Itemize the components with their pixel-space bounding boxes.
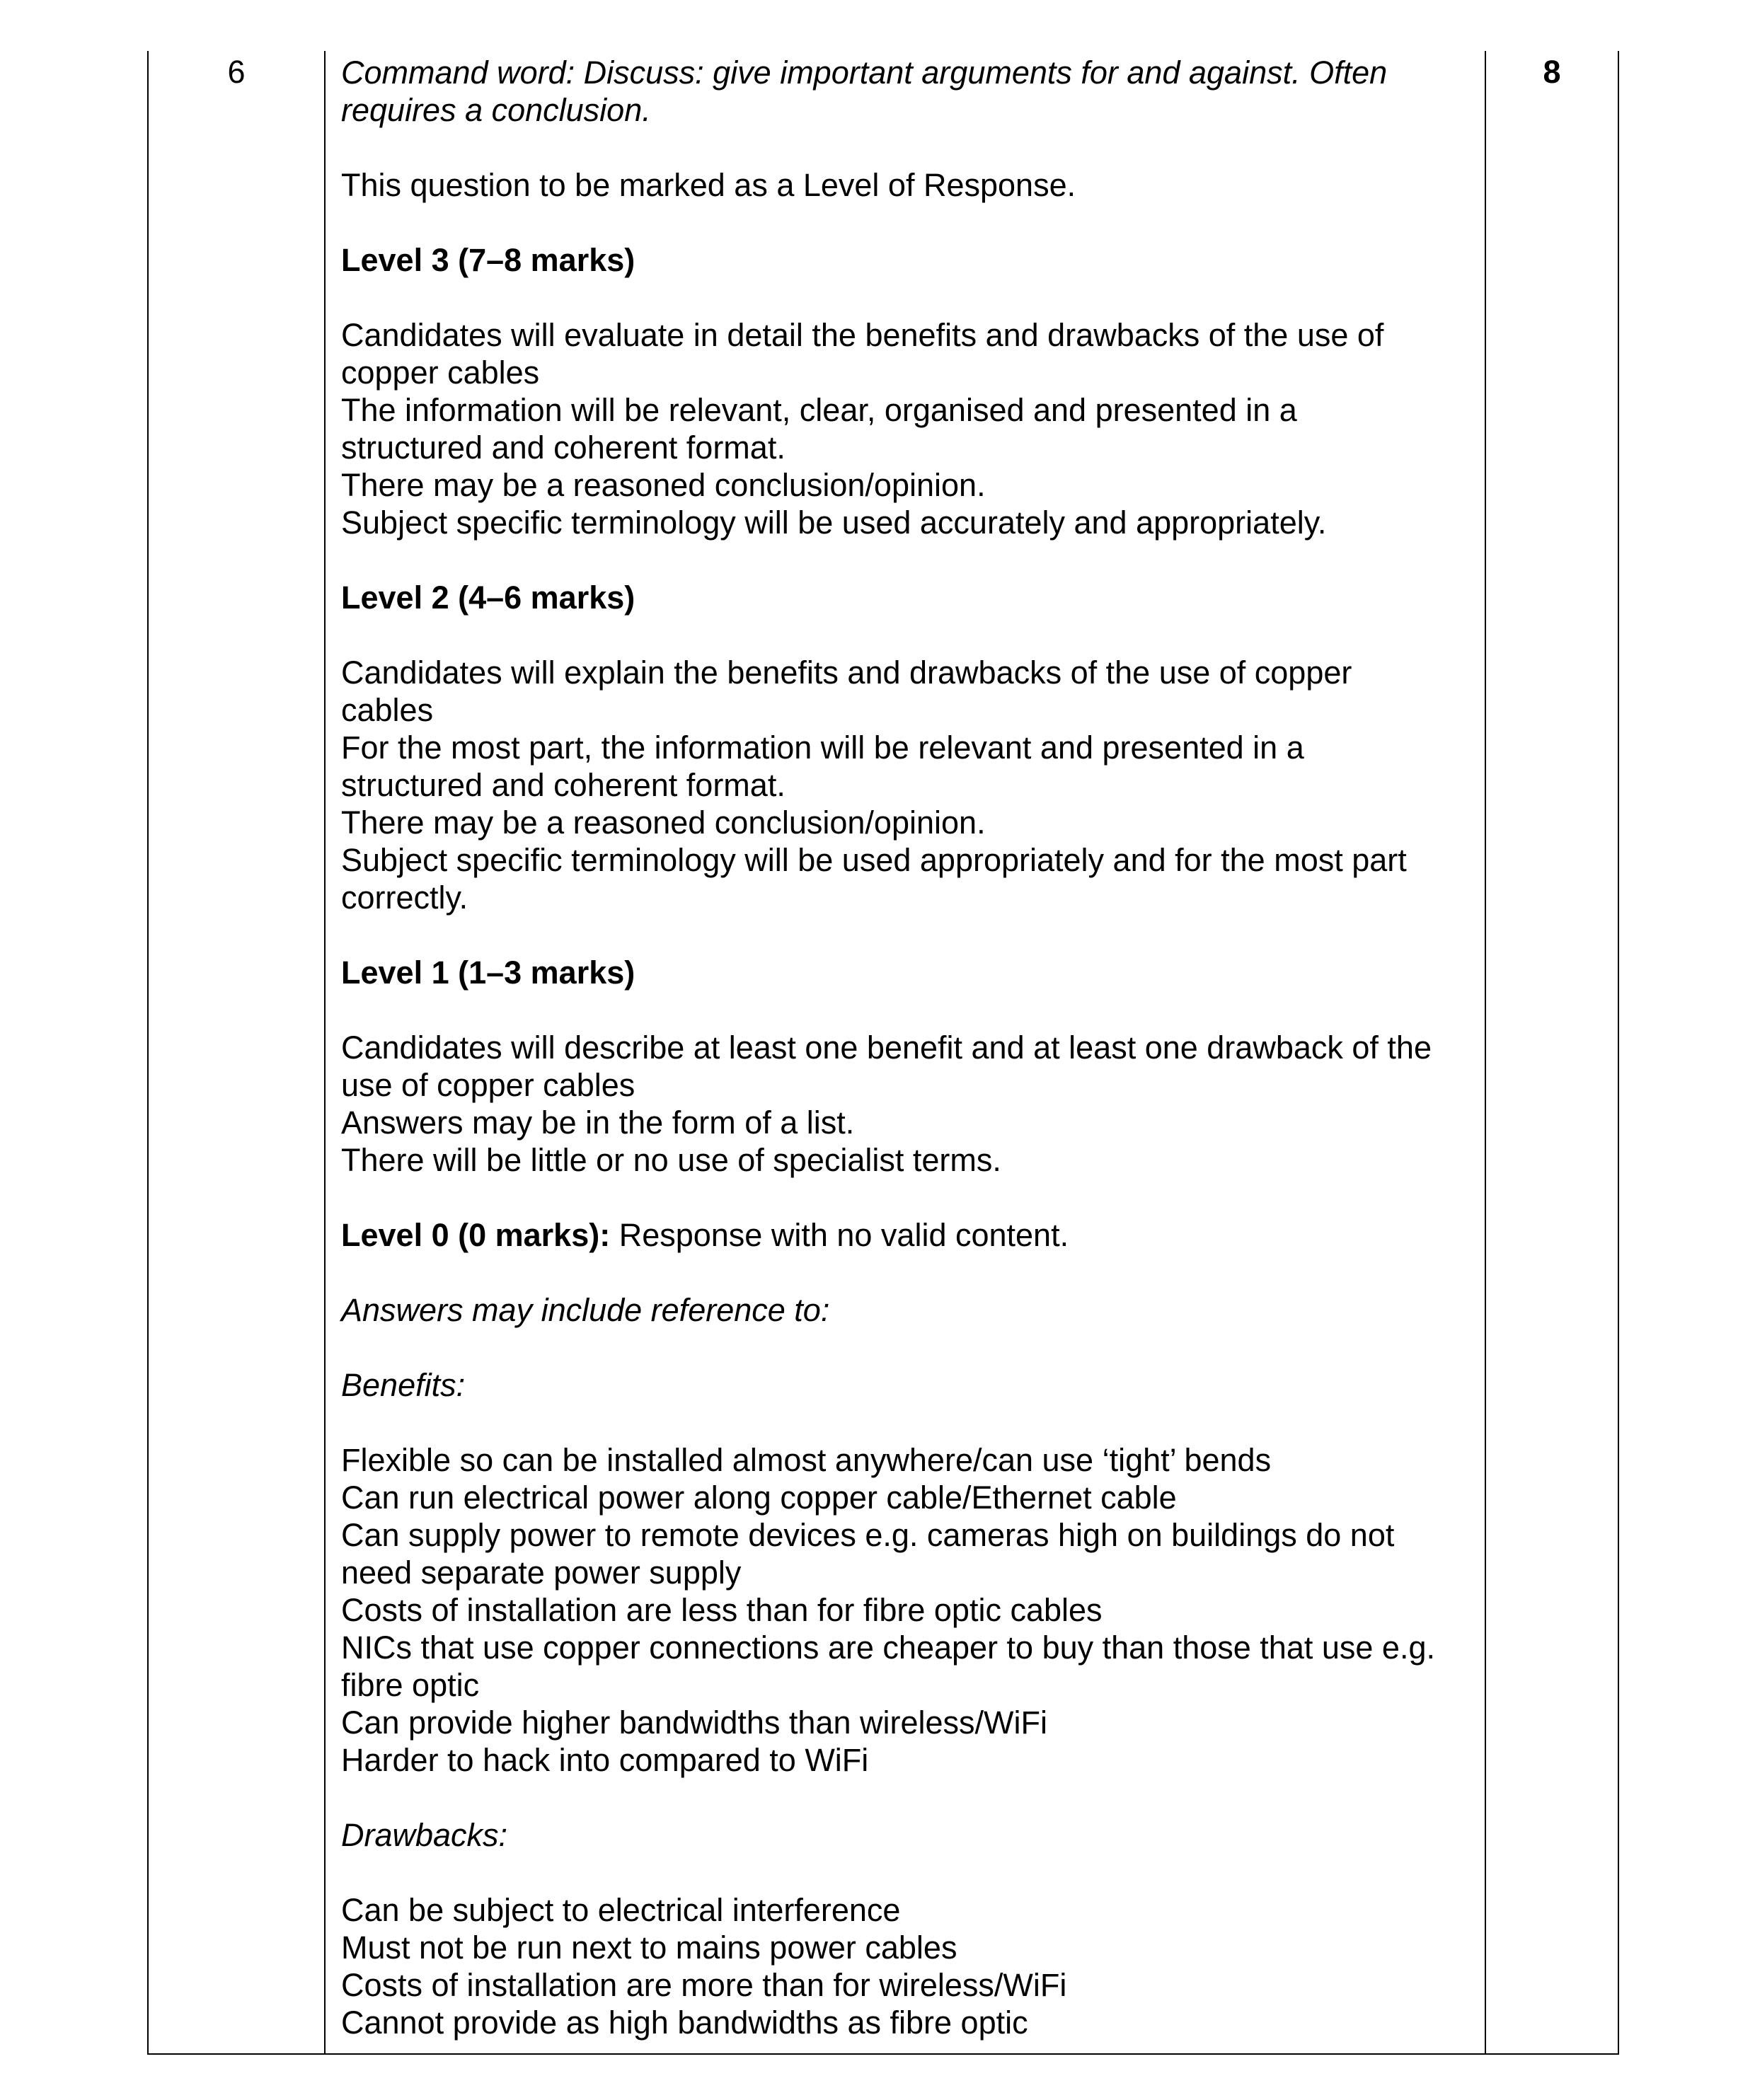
answer-guidance <box>341 54 1473 2041</box>
level-3-line: The information will be relevant, clear, organised and presented in a <box>341 392 1297 428</box>
command-word-line: requires a conclusion. <box>341 92 651 128</box>
level-3-line: Candidates will evaluate in detail the benefits and drawbacks of the use of <box>341 317 1384 353</box>
benefit-line: NICs that use copper connections are cheaper to buy than those that use e.g. <box>341 1629 1435 1666</box>
benefit-line: fibre optic <box>341 1667 480 1703</box>
benefit-line: Harder to hack into compared to WiFi <box>341 1742 869 1778</box>
level-0-line <box>341 1216 1473 1254</box>
level-2-line: There may be a reasoned conclusion/opinion. <box>341 804 986 841</box>
level-2-heading: Level 2 (4–6 marks) <box>341 579 635 616</box>
level-1-line: Answers may be in the form of a list. <box>341 1104 855 1141</box>
benefit-line: Can provide higher bandwidths than wireless/WiFi <box>341 1704 1047 1741</box>
question-number: 6 <box>227 54 246 90</box>
marks-value: 8 <box>1543 54 1561 90</box>
drawback-line: Costs of installation are more than for wireless/WiFi <box>341 1967 1067 2003</box>
column-divider <box>1485 51 1486 2053</box>
level-2-line: cables <box>341 692 434 728</box>
level-1-heading: Level 1 (1–3 marks) <box>341 954 635 991</box>
column-divider <box>324 51 326 2053</box>
marking-note: This question to be marked as a Level of Response. <box>341 167 1076 203</box>
level-3-line: copper cables <box>341 354 540 391</box>
level-3-heading: Level 3 (7–8 marks) <box>341 242 635 278</box>
mark-scheme-table <box>147 51 1619 2055</box>
level-2-line: Subject specific terminology will be used appropriately and for the most part <box>341 842 1407 878</box>
level-1-line: There will be little or no use of specialist terms. <box>341 1142 1001 1178</box>
level-2-line: structured and coherent format. <box>341 767 786 803</box>
benefits-heading: Benefits: <box>341 1367 466 1403</box>
command-word-line: Command word: Discuss: give important arguments for and against. Often <box>341 54 1388 91</box>
level-3-line: There may be a reasoned conclusion/opinion. <box>341 467 986 503</box>
level-1-line: use of copper cables <box>341 1067 635 1103</box>
drawback-line: Cannot provide as high bandwidths as fibre optic <box>341 2004 1028 2041</box>
benefit-line: need separate power supply <box>341 1554 742 1591</box>
drawbacks-heading: Drawbacks: <box>341 1817 508 1853</box>
level-3-line: Subject specific terminology will be used accurately and appropriately. <box>341 504 1327 541</box>
level-1-line: Candidates will describe at least one benefit and at least one drawback of the <box>341 1029 1432 1066</box>
drawback-line: Must not be run next to mains power cables <box>341 1929 957 1966</box>
level-2-line: For the most part, the information will be relevant and presented in a <box>341 729 1304 766</box>
level-0-text: Response with no valid content. <box>610 1217 1069 1253</box>
drawback-line: Can be subject to electrical interference <box>341 1892 901 1928</box>
benefit-line: Can run electrical power along copper cable/Ethernet cable <box>341 1479 1177 1516</box>
benefit-line: Costs of installation are less than for fibre optic cables <box>341 1592 1103 1628</box>
benefit-line: Can supply power to remote devices e.g. cameras high on buildings do not <box>341 1517 1395 1553</box>
level-3-line: structured and coherent format. <box>341 429 786 466</box>
answers-intro: Answers may include reference to: <box>341 1292 830 1328</box>
level-2-line: correctly. <box>341 879 468 916</box>
level-2-line: Candidates will explain the benefits and drawbacks of the use of copper <box>341 654 1352 691</box>
benefit-line: Flexible so can be installed almost anywhere/can use ‘tight’ bends <box>341 1442 1272 1478</box>
level-0-heading: Level 0 (0 marks): <box>341 1217 611 1253</box>
